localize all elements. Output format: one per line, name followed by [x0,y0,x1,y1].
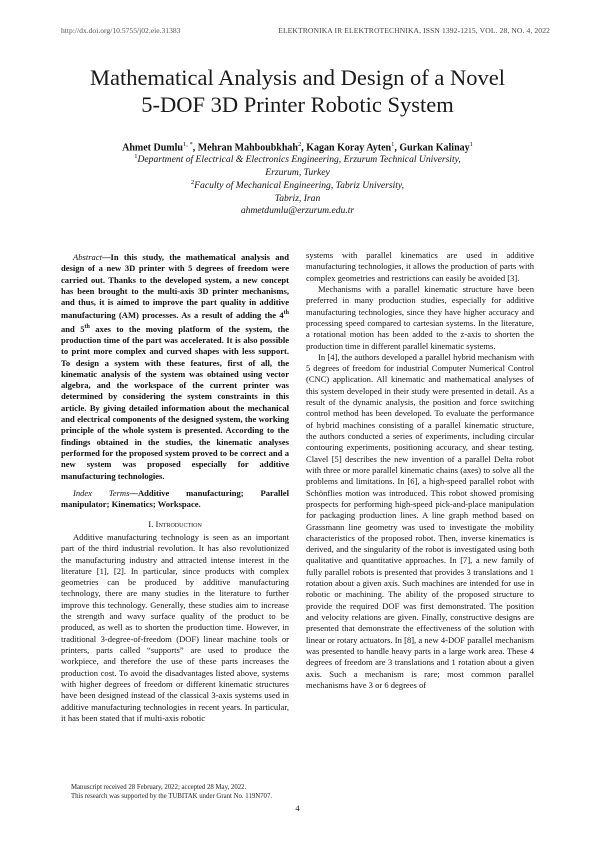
affiliation-text: Erzurum, Turkey [265,166,330,178]
body-paragraph: Mechanisms with a parallel kinematic structure have been preferred in many production studies, especially for additive manufacturing technologies, since they have higher accuracy and processing speed compared to cartesian systems. In the literature, a rotational motion has been added to the z-axis to shorten the production time in different parallel kinematic systems. [306,283,534,351]
author-separator: , [394,142,400,154]
author-sup: 2 [298,141,302,148]
author-name: Kagan Koray Ayten [306,142,392,154]
author-sup: 1, * [182,141,193,148]
right-column [306,250,534,691]
affiliation-sup: 1 [134,153,138,160]
footnote [61,783,289,801]
page-number: 4 [295,803,300,813]
affiliation-text: Faculty of Mechanical Engineering, Tabriz University, [194,180,405,192]
index-terms-text: Additive manufacturing; Parallel manipulator; Kinematics; Workspace. [61,487,289,510]
doi-link[interactable]: http://dx.doi.org/10.5755/j02.eie.31383 [61,26,181,35]
left-column [61,252,289,724]
title-line-2: 5-DOF 3D Printer Robotic System [141,92,454,117]
affiliation-sup: 2 [190,179,195,186]
footnote-line: Manuscript received 28 February, 2022; accepted 28 May, 2022. [71,784,247,791]
paper-title [40,64,555,118]
affiliation-text: Department of Electrical & Electronics Engineering, Erzurum Technical University, [137,154,461,166]
title-line-1: Mathematical Analysis and Design of a Novel [90,65,505,90]
affiliation-2 [30,177,565,218]
affiliation-text: Tabriz, Iran [274,192,321,204]
index-terms-label: Index Terms [73,487,130,498]
author-separator: , [192,142,198,154]
section-title: Introduction [155,518,202,529]
intro-paragraph: Additive manufacturing technology is seen as an important part of the third industrial revolution. It has also revolutionized the manufacturing industry and attracted intense interest in the literature [1], [2]. In particular, since products with complex geometries can be produced by additive manufacturing technology, there are many studies in the literature to further improve this technology. Generally, these studies aim to increase the strength and wavy surface quality of the product to be produced, as well as to shorten the production time. However, in traditional 3-degree-of-freedom (DOF) linear machine tools or printers, parts called “supports” are used to produce the workpiece, and therefore the use of these parts increases the production cost. To avoid the disadvantages listed above, systems with higher degrees of freedom or different kinematic structures have been designed instead of the classical 3-axis systems used in additive manufacturing technologies in recent years. In particular, it has been stated that if multi-axis robotic [61,531,289,723]
corresponding-email[interactable]: ahmetdumlu@erzurum.edu.tr [240,205,355,217]
footnote-line: This research was supported by the TUBITAK under Grant No. 119N707. [71,793,273,800]
abstract-text: In this study, the mathematical analysis and design of a new 3D printer with 5 degrees of freedom were carried out. Thanks to the developed system, a new concept has been brought to the multi-axis 3D printer mechanisms, and thus, it is aimed to improve the part quality in additive manufacturing (AM) processes. As a result of adding the 4th and 5th axes to the moving platform of the system, the production time of the part was accelerated. It is also possible to print more complex and curved shapes with less support. To design a system with these features, first of all, the kinematic analysis of the system was obtained using vector algebra, and the workspace of the current printer was determined by considering the system constraints in this article. By giving detailed information about the mechanical and electrical components of the designed system, the working principle of the whole system is presented. According to the findings obtained in the studies, the kinematic analyses performed for the proposed system proved to be correct and a new system was proposed especially for additive manufacturing technologies. [61,252,289,481]
index-terms: Index Terms—Additive manufacturing; Parallel manipulator; Kinematics; Workspace. [61,487,289,510]
author-sup: 1 [391,141,395,148]
author-name: Ahmet Dumlu [122,142,183,154]
body-paragraph: In [4], the authors developed a parallel hybrid mechanism with 5 degrees of freedom for industrial Computer Numerical Control (CNC) application. All kinematic and mathematical analyses of this system developed in their study were presented in detail. As a result of the dynamic analysis, the position and force switching control method has been developed. To evaluate the performance of hybrid machines consisting of a parallel kinematic structure, the authors conducted a series of experiments, including circular contouring experiments, positioning accuracy, and shear testing. Clavel [5] describes the new invention of a parallel Delta robot with three or more parallel kinematic chains (axes) to solve all the problems and limitations. In [6], a high-speed parallel robot with Schönflies motion was introduced. This robot showed promising prospects for performing high-speed pick-and-place manipulation for packaging production lines. A line graph method based on Grassmann line geometry was used to investigate the mobility characteristics of the proposed robot. Then, inverse kinematics is derived, and the singularity of the robot is investigated using both qualitative and quantitative approaches. In [7], a new family of fully parallel robots is presented that provides 3 translations and 1 rotation about a given axis. Such machines are intended for use in robotic or machining. The ability of the proposed structure to provide the required DOF was first demonstrated. The position and velocity relations are given. Finally, constructive designs are presented that demonstrate the effectiveness of the solution with linear or rotary actuators. In [8], a new 4-DOF parallel mechanism was presented to handle heavy parts in a large work area. These 4 degrees of freedom are 3 translations and 1 rotation about a given axis. Such a mechanism is rare; most common parallel mechanisms have 3 or 6 degrees of [306,351,534,690]
affiliation-1 [30,151,565,179]
section-heading [61,519,289,530]
abstract-label: Abstract [73,252,102,262]
journal-header: ELEKTRONIKA IR ELEKTROTECHNIKA, ISSN 1392-1215, VOL. 28, NO. 4, 2022 [278,26,550,35]
body-paragraph: systems with parallel kinematics are used in additive manufacturing technologies, it allows the production of parts with complex geometries and restrictions can easily be avoided [3]. [306,250,534,283]
abstract: Abstract—In this study, the mathematical analysis and design of a new 3D printer with 5 degrees of freedom were carried out. Thanks to the developed system, a new concept has been brought to the multi-axis 3D printer mechanisms, and thus, it is aimed to improve the part quality in additive manufacturing (AM) processes. As a result of adding the 4th and 5th axes to the moving platform of the system, the production time of the part was accelerated. It is also possible to print more complex and curved shapes with less support. To design a system with these features, first of all, the kinematic analysis of the system was obtained using vector algebra, and the workspace of the current printer was determined by considering the system constraints in this article. By giving detailed information about the mechanical and electrical components of the designed system, the working principle of the whole system is presented. According to the findings obtained in the studies, the kinematic analyses performed for the proposed system proved to be correct and a new system was proposed especially for additive manufacturing technologies. [61,252,289,481]
section-number: I. [148,518,154,529]
author-name: Mehran Mahboubkhah [197,142,298,154]
author-sup: 1 [469,141,473,148]
author-name: Gurkan Kalinay [399,142,470,154]
author-separator: , [301,142,307,154]
